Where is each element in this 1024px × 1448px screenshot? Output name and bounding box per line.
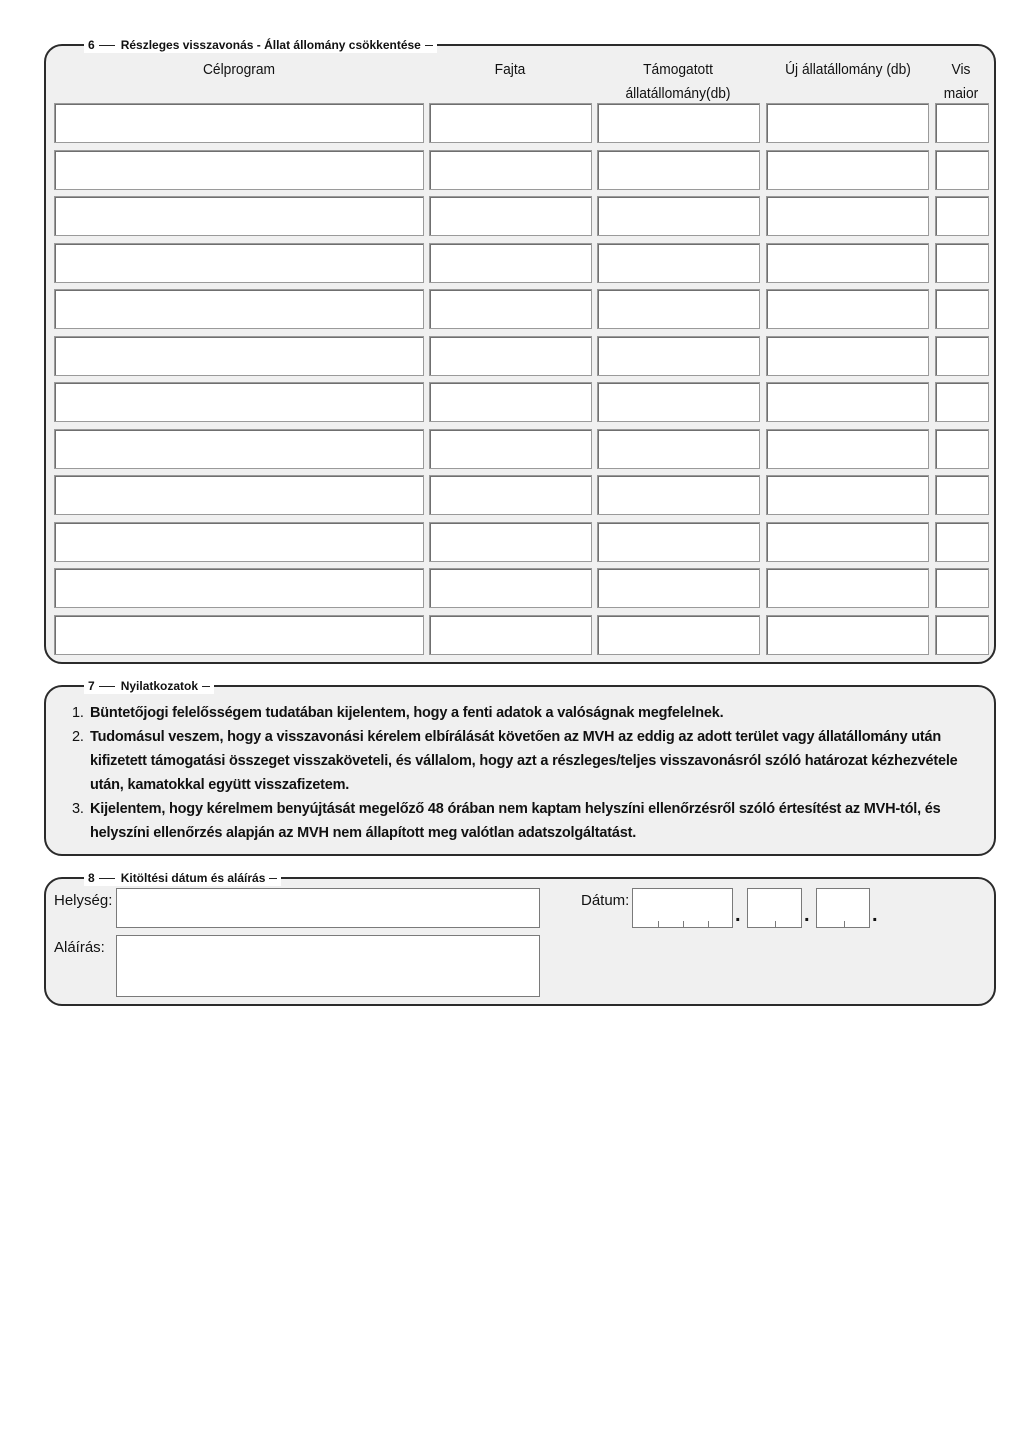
tamogatott-cell[interactable]: [597, 336, 760, 376]
declaration-number: 2.: [72, 729, 84, 745]
section-7-declarations: [44, 679, 996, 856]
table-row: [46, 289, 994, 329]
section-8-legend: [84, 870, 281, 886]
column-header-line: maior: [943, 85, 979, 102]
uj-allatallomany-cell[interactable]: [766, 196, 929, 236]
tamogatott-cell[interactable]: [597, 289, 760, 329]
uj-allatallomany-cell[interactable]: [766, 615, 929, 655]
declaration-text: Tudomásul veszem, hogy a visszavonási kérelem elbírálását követően az MVH az eddig az adott terület vagy állatállomány után kifizetett támogatási összeget visszaköveteli, és vállalom, hogy azt a részleges/teljes visszavonásról szóló határozat kézhezvétele után, kamatokkal együtt visszafizetem.: [90, 729, 958, 793]
column-header-celprogram: [69, 58, 409, 82]
date-month-field[interactable]: [747, 888, 802, 928]
celprogram-cell[interactable]: [54, 475, 424, 515]
fajta-cell[interactable]: [429, 522, 592, 562]
celprogram-cell[interactable]: [54, 289, 424, 329]
vis-maior-cell[interactable]: [935, 568, 989, 608]
table-row: [46, 475, 994, 515]
vis-maior-cell[interactable]: [935, 615, 989, 655]
uj-allatallomany-cell[interactable]: [766, 522, 929, 562]
column-header-line: Vis: [951, 61, 971, 78]
section-6-partial-withdrawal: [44, 38, 996, 664]
section-number: 7: [88, 679, 95, 693]
column-header-tamogatott: [603, 58, 752, 106]
vis-maior-cell[interactable]: [935, 150, 989, 190]
tamogatott-cell[interactable]: [597, 243, 760, 283]
tamogatott-cell[interactable]: [597, 475, 760, 515]
section-7-legend: [84, 678, 214, 694]
date-separator: .: [804, 904, 810, 926]
vis-maior-cell[interactable]: [935, 522, 989, 562]
tamogatott-cell[interactable]: [597, 103, 760, 143]
column-header-line: Támogatott: [643, 61, 713, 78]
declaration-text: Büntetőjogi felelősségem tudatában kijelentem, hogy a fenti adatok a valóságnak megfelelnek.: [90, 705, 724, 721]
table-row: [46, 522, 994, 562]
digit-divider: [683, 921, 684, 927]
celprogram-cell[interactable]: [54, 336, 424, 376]
uj-allatallomany-cell[interactable]: [766, 243, 929, 283]
vis-maior-cell[interactable]: [935, 382, 989, 422]
tamogatott-cell[interactable]: [597, 382, 760, 422]
table-row: [46, 336, 994, 376]
column-header-line: Célprogram: [202, 61, 276, 78]
fajta-cell[interactable]: [429, 429, 592, 469]
digit-divider: [775, 921, 776, 927]
fajta-cell[interactable]: [429, 615, 592, 655]
fajta-cell[interactable]: [429, 196, 592, 236]
legend-dash: [269, 878, 277, 879]
celprogram-cell[interactable]: [54, 103, 424, 143]
table-row: [46, 615, 994, 655]
table-row: [46, 196, 994, 236]
uj-allatallomany-cell[interactable]: [766, 429, 929, 469]
section-number: 6: [88, 38, 95, 52]
table-row: [46, 150, 994, 190]
table-row: [46, 243, 994, 283]
fajta-cell[interactable]: [429, 103, 592, 143]
fajta-cell[interactable]: [429, 568, 592, 608]
section-title: Nyilatkozatok: [120, 679, 199, 693]
uj-allatallomany-cell[interactable]: [766, 289, 929, 329]
vis-maior-cell[interactable]: [935, 289, 989, 329]
legend-dash: [425, 45, 433, 46]
column-header-fajta: [435, 58, 584, 82]
section-8-date-signature: [44, 871, 996, 1006]
celprogram-cell[interactable]: [54, 243, 424, 283]
declaration-item: [72, 725, 972, 797]
column-header-uj-allatallomany: [767, 58, 929, 82]
column-header-line: Új állatállomány (db): [785, 61, 911, 78]
fajta-cell[interactable]: [429, 475, 592, 515]
column-header-line: állatállomány(db): [625, 85, 731, 102]
celprogram-cell[interactable]: [54, 429, 424, 469]
tamogatott-cell[interactable]: [597, 429, 760, 469]
signature-field[interactable]: [116, 935, 540, 997]
declaration-item: [72, 797, 972, 845]
fajta-cell[interactable]: [429, 382, 592, 422]
table-row: [46, 429, 994, 469]
vis-maior-cell[interactable]: [935, 475, 989, 515]
section-title: Részleges visszavonás - Állat állomány csökkentése: [120, 38, 421, 52]
digit-divider: [844, 921, 845, 927]
declaration-text: Kijelentem, hogy kérelmem benyújtását megelőző 48 órában nem kaptam helyszíni ellenőrzésről szóló értesítést az MVH-tól, és helyszíni ellenőrzés alapján az MVH nem állapított meg valótlan adatszolgáltatást.: [90, 801, 941, 841]
fajta-cell[interactable]: [429, 150, 592, 190]
table-row: [46, 568, 994, 608]
tamogatott-cell[interactable]: [597, 615, 760, 655]
declaration-number: 3.: [72, 801, 84, 817]
signature-label: Aláírás:: [54, 939, 105, 956]
date-separator: .: [735, 904, 741, 926]
section-number: 8: [88, 871, 95, 885]
legend-dash: [202, 686, 210, 687]
date-label: Dátum:: [581, 892, 630, 909]
date-separator: .: [872, 904, 878, 926]
column-header-line: Fajta: [494, 61, 526, 78]
digit-divider: [708, 921, 709, 927]
celprogram-cell[interactable]: [54, 568, 424, 608]
vis-maior-cell[interactable]: [935, 336, 989, 376]
vis-maior-cell[interactable]: [935, 429, 989, 469]
fajta-cell[interactable]: [429, 243, 592, 283]
uj-allatallomany-cell[interactable]: [766, 103, 929, 143]
legend-dash: [99, 686, 115, 687]
date-year-field[interactable]: [632, 888, 733, 928]
uj-allatallomany-cell[interactable]: [766, 336, 929, 376]
declaration-list: [72, 701, 972, 845]
section-6-legend: [84, 37, 437, 53]
vis-maior-cell[interactable]: [935, 103, 989, 143]
column-header-vis-maior: [934, 58, 987, 106]
celprogram-cell[interactable]: [54, 615, 424, 655]
fajta-cell[interactable]: [429, 336, 592, 376]
fajta-cell[interactable]: [429, 289, 592, 329]
uj-allatallomany-cell[interactable]: [766, 150, 929, 190]
place-field[interactable]: [116, 888, 540, 928]
tamogatott-cell[interactable]: [597, 522, 760, 562]
place-label: Helység:: [54, 892, 113, 909]
celprogram-cell[interactable]: [54, 196, 424, 236]
celprogram-cell[interactable]: [54, 522, 424, 562]
tamogatott-cell[interactable]: [597, 150, 760, 190]
tamogatott-cell[interactable]: [597, 568, 760, 608]
legend-dash: [99, 45, 115, 46]
vis-maior-cell[interactable]: [935, 243, 989, 283]
vis-maior-cell[interactable]: [935, 196, 989, 236]
legend-dash: [99, 878, 115, 879]
date-day-field[interactable]: [816, 888, 870, 928]
digit-divider: [658, 921, 659, 927]
celprogram-cell[interactable]: [54, 382, 424, 422]
table-row: [46, 103, 994, 143]
tamogatott-cell[interactable]: [597, 196, 760, 236]
uj-allatallomany-cell[interactable]: [766, 568, 929, 608]
table-row: [46, 382, 994, 422]
declaration-number: 1.: [72, 705, 84, 721]
declaration-item: [72, 701, 972, 725]
uj-allatallomany-cell[interactable]: [766, 382, 929, 422]
uj-allatallomany-cell[interactable]: [766, 475, 929, 515]
section-title: Kitöltési dátum és aláírás: [120, 871, 266, 885]
celprogram-cell[interactable]: [54, 150, 424, 190]
